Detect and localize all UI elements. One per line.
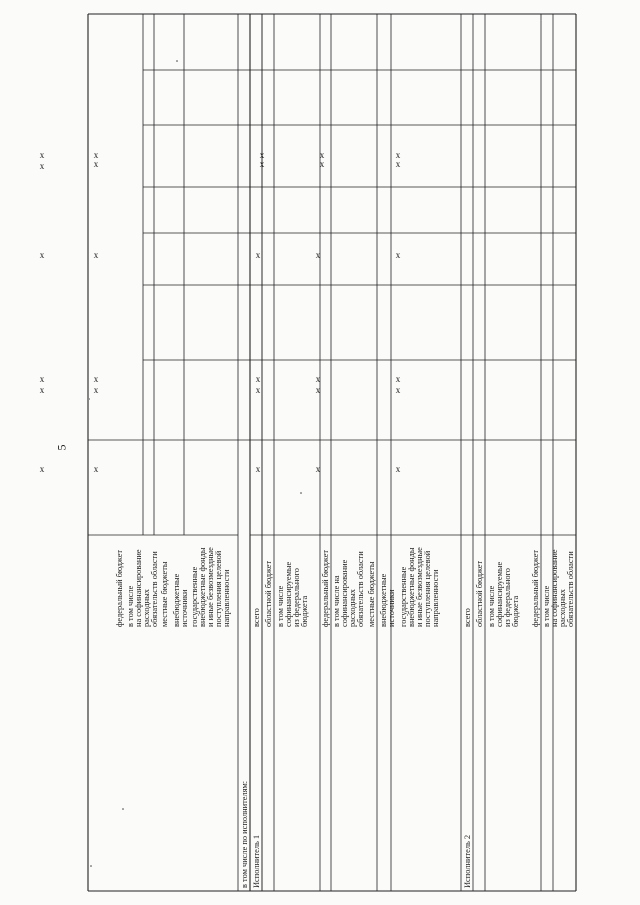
cell-mark: x [93, 250, 99, 260]
source-label: бюджета [300, 595, 309, 627]
cell-mark: x [39, 385, 45, 395]
source-label: внебюджетные [379, 573, 388, 627]
source-label: расходных [142, 589, 151, 627]
cell-mark: x [395, 250, 401, 260]
cell-mark: x [395, 159, 401, 169]
source-label: в том числе [487, 585, 496, 627]
source-label: поступления целевой [423, 550, 432, 627]
source-label: софинансируемые [284, 561, 293, 627]
table-text [115, 547, 575, 888]
source-label: бюджета [511, 595, 520, 627]
cell-mark: x [315, 464, 321, 474]
source-label: государственные [190, 566, 199, 627]
source-label: поступления целевой [214, 550, 223, 627]
cell-mark: x [39, 250, 45, 260]
cell-mark: x [315, 374, 321, 384]
cell-mark: x [395, 385, 401, 395]
cell-mark: x [259, 159, 265, 169]
source-label: всего [463, 608, 472, 627]
cell-mark: x [93, 150, 99, 160]
source-label: местные бюджеты [367, 561, 376, 627]
cell-mark: x [39, 161, 45, 171]
cell-mark: x [319, 159, 325, 169]
source-label: источники [180, 589, 189, 627]
source-label: из федерального [503, 568, 512, 627]
scan-speck [88, 398, 90, 400]
source-label: внебюджетные фонды [198, 547, 207, 627]
source-label: софинансируемые [495, 561, 504, 627]
source-label: направленности [431, 569, 440, 627]
source-label: местные бюджеты [160, 561, 169, 627]
source-label: и иные безвозмездные [415, 547, 424, 627]
cell-mark: x [315, 250, 321, 260]
page-number: 5 [54, 444, 69, 451]
source-label: федеральный бюджет [321, 549, 330, 627]
source-label: обязательств области [150, 551, 159, 627]
cell-mark: x [395, 464, 401, 474]
cell-mark: x [319, 150, 325, 160]
cell-mark: x [93, 159, 99, 169]
source-label: федеральный бюджет [115, 549, 124, 627]
source-label: на софинансирование [134, 549, 143, 627]
scan-speck [122, 808, 124, 810]
cell-mark: x [255, 464, 261, 474]
source-label: областной бюджет [475, 560, 484, 627]
source-label: в том числе [126, 585, 135, 627]
source-label: из федерального [292, 568, 301, 627]
source-label: государственные [399, 566, 408, 627]
source-label: на софинансирование [550, 549, 559, 627]
cell-mark: x [39, 150, 45, 160]
scan-speck [90, 865, 92, 867]
scan-speck [176, 60, 178, 62]
executors-header: в том числе по исполнителям: [240, 780, 249, 888]
executor-1-name: Исполнитель 1 [252, 834, 261, 888]
source-label: обязательств области [566, 551, 575, 627]
cell-mark: x [255, 374, 261, 384]
cell-mark: x [39, 464, 45, 474]
source-label: в том числе [276, 585, 285, 627]
cell-mark: x [255, 385, 261, 395]
source-label: и иные безвозмездные [206, 547, 215, 627]
source-label: источники [387, 589, 396, 627]
source-label: расходных [558, 589, 567, 627]
source-label: федеральный бюджет [531, 549, 540, 627]
cell-mark: x [93, 464, 99, 474]
cell-mark: x [93, 374, 99, 384]
source-label: всего [252, 608, 261, 627]
cell-mark: x [315, 385, 321, 395]
source-label: расходных [348, 589, 357, 627]
cell-mark: x [255, 250, 261, 260]
table-grid [88, 14, 576, 891]
scan-speck [540, 20, 542, 22]
cell-mark: x [395, 374, 401, 384]
cell-mark: x [395, 150, 401, 160]
cell-mark: x [39, 374, 45, 384]
source-label: софинансирование [340, 559, 349, 627]
source-label: внебюджетные [172, 573, 181, 627]
cell-mark: x [259, 150, 265, 160]
table-marks [40, 150, 401, 474]
cell-mark: x [93, 385, 99, 395]
executor-2-name: Исполнитель 2 [463, 834, 472, 888]
source-label: направленности [222, 569, 231, 627]
source-label: в том числе [542, 585, 551, 627]
source-label: внебюджетные фонды [407, 547, 416, 627]
scan-speck [300, 492, 302, 494]
source-label: областной бюджет [264, 560, 273, 627]
source-label: обязательств области [356, 551, 365, 627]
source-label: в том числе на [332, 575, 341, 627]
